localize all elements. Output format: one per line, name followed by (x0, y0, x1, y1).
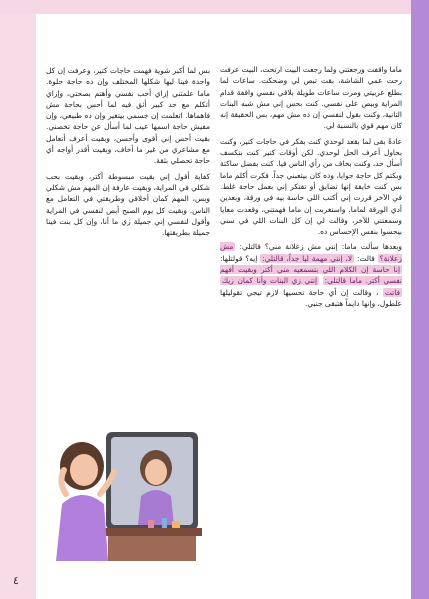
right-paragraph-2: عادةً بقى لما بقعد لوحدي كنت بفكر في حاجات كتير، وكنت بحاول أعرف الحل لوحدي. لكن أوقات كتير كنت بتكسف أسأل حد، وكنت بخاف من رأي الناس فيا. كنت بفضل ساكتة وبكتم كل حاجة جوايا، وده كان بيتعبني جداً. فكرت أكلم ماما بس كنت خايفة إنها تضايق أو تفتكر إني بعمل حاجة غلط. في الآخر قررت إني أكتب اللي حاسة بيه في ورقة، وبعدين أدي الورقة لماما. واستغربت إن ماما فهمتني، وقعدت معايا وسمعتني للآخر، وقالت لي إن كل البنات اللي في سني بيحسوا بنفس الإحساس ده. (220, 136, 402, 237)
dialogue-intro: وبعدها سألت ماما: إنتي مش زعلانة مني؟ قالتلي: (239, 242, 402, 252)
dialogue-line-label: قالت: (356, 253, 375, 263)
page-number: ٤ (13, 574, 19, 587)
right-column (220, 64, 402, 313)
right-paragraph-1: ماما واقفت ورجعتني ولما رجعت البيت ارتحت، البيت عرفت رحت عمي الشاشة، بقت تبص لي وضحكت. ساعات لما بطلع عربيتي ومرت ساعات طويلة بلاقي نفسي واقفة قدام المراية وببص على نفسي. كنت بحس إني مش شبه البنات التانية، وكنت بقول لنفسي إن ده مش مهم، بس الحقيقة إنه كان مهم قوي بالنسبة لي. (220, 65, 402, 131)
highlight-answer-2: إنا حاسة إن الكلام اللي بتسمعيه مني أكتر وبقيت أفهم نفسي أكتر. ماما قالتلي: (220, 265, 402, 286)
left-column (46, 65, 210, 242)
highlight-answer-4: فاتت (384, 287, 400, 297)
dialogue-answer-short: إيه؟ (245, 253, 258, 263)
purple-edge-strip (411, 0, 429, 599)
highlight-answer-1: لا، إنتي مهمة ليا جداً، قالتلي: (262, 253, 353, 263)
dialogue-closing: ، وقالت إن أي حاجة تحسيها لازم تيجي تقوليلها علطول، وإنها دايماً هتبقى جنبي. (220, 287, 402, 308)
dialogue-line-b-label: قولتلها: (220, 253, 243, 263)
highlight-question: مش زعلانة؟ (220, 242, 402, 263)
top-band (0, 0, 411, 14)
left-paragraph-1: بس لما أكبر شوية فهمت حاجات كتير، وعرفت إن كل واحدة فينا ليها شكلها المختلف وإن ده حاجة حلوة. ماما علمتني إزاي أحب نفسي وأهتم بصحتي، وإزاي أتكلم مع حد كبير أثق فيه لما أحس بحاجة مش فاهماها. اتعلمت إن جسمي بيتغير وإن ده طبيعي، وإن مفيش حاجة اسمها عيب لما أسأل عن حاجة تخصني. بقيت أحس إني أقوى وأحسن، وبقيت أعرف أتعامل مع مشاعري من غير ما أخاف، وبقيت أقدر أواجه أي حاجة تحصلي بثقة. (46, 66, 210, 166)
dialogue (220, 241, 402, 309)
left-paragraph-2: كفاية أقول إني بقيت مبسوطة أكتر، وبقيت بحب شكلي في المراية، وبقيت عارفة إن المهم مش شكلي وبس، المهم كمان أخلاقي وطريقتي في التعامل مع الناس. وبقيت كل يوم الصبح أبص لنفسي في المراية وأقول لنفسي إني جميلة زي ما أنا، وإن كل بنت فينا جميلة بطريقتها. (46, 171, 210, 238)
girl-at-mirror-icon (44, 424, 217, 561)
left-decoration (0, 14, 36, 599)
highlight-answer-3: إنتي زي البنات وأنا كمان زيك (222, 276, 318, 286)
